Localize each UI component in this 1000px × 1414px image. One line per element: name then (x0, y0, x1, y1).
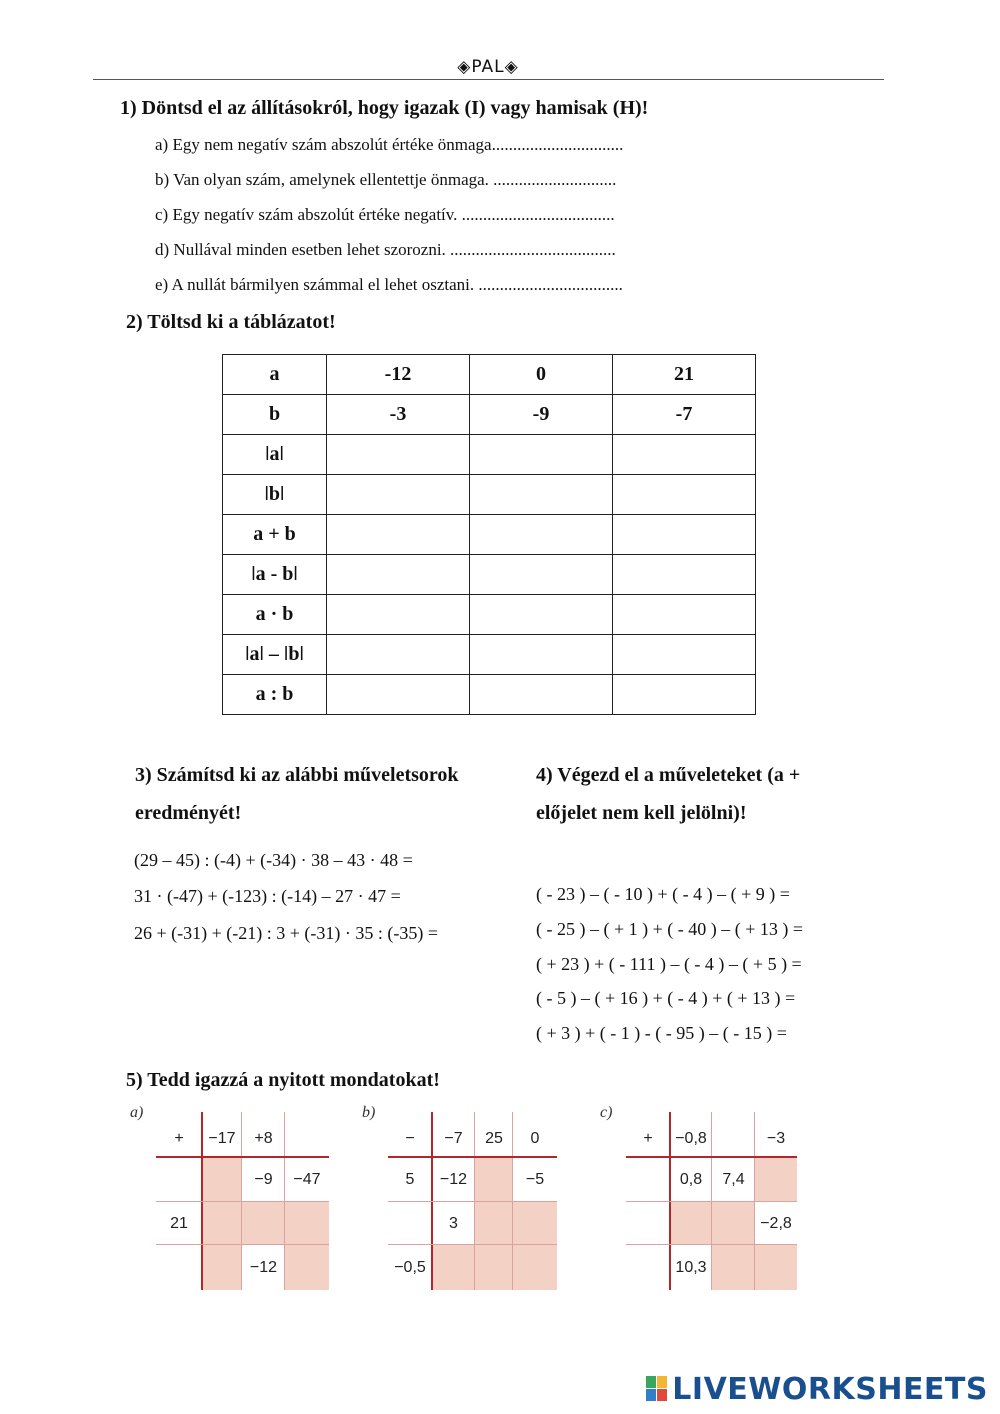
operation-grid (626, 1112, 797, 1290)
table-cell: 21 (613, 355, 756, 395)
task1-statement-e[interactable]: e) A nullát bármilyen számmal el lehet osztani. .................................. (155, 275, 623, 294)
task3-equation-1[interactable]: (29 – 45) : (-4) + (-34) · 38 – 43 · 48 = (134, 850, 413, 870)
grid-cell: 25 (475, 1120, 513, 1157)
task1-statement-d[interactable]: d) Nullával minden esetben lehet szorozni. ....................................... (155, 240, 616, 259)
table-cell[interactable] (327, 635, 470, 675)
grid-cell: −12 (242, 1245, 285, 1290)
grid-empty-cell[interactable] (242, 1202, 285, 1245)
grid-cell: 3 (432, 1202, 475, 1245)
grid-line (388, 1201, 557, 1202)
table-cell[interactable] (470, 675, 613, 715)
grid-cell: − (388, 1120, 432, 1157)
grid-empty-cell[interactable] (156, 1157, 202, 1202)
task5-title: 5) Tedd igazzá a nyitott mondatokat! (126, 1069, 440, 1091)
table-cell: -7 (613, 395, 756, 435)
grid-empty-cell[interactable] (626, 1245, 670, 1290)
table-row-header: b (223, 395, 327, 435)
liveworksheets-logo (646, 1372, 988, 1407)
task4-title-line2: előjelet nem kell jelölni)! (536, 802, 747, 824)
table-row-header: a + b (223, 515, 327, 555)
table-cell[interactable] (470, 475, 613, 515)
table-row-header: ǀbǀ (223, 475, 327, 515)
grid-empty-cell[interactable] (712, 1120, 755, 1157)
task4-equation-4[interactable]: ( - 5 ) – ( + 16 ) + ( - 4 ) + ( + 13 ) = (536, 988, 796, 1008)
grid-line (156, 1201, 329, 1202)
table-cell[interactable] (327, 515, 470, 555)
grid-empty-cell[interactable] (475, 1202, 513, 1245)
grid-cell: −12 (432, 1157, 475, 1202)
table-cell[interactable] (327, 475, 470, 515)
table-row (223, 555, 756, 595)
table-cell[interactable] (613, 595, 756, 635)
grid-cell: + (156, 1120, 202, 1157)
table-cell[interactable] (470, 435, 613, 475)
grid-cell: 21 (156, 1202, 202, 1245)
grid-cell: −5 (513, 1157, 557, 1202)
table-cell[interactable] (613, 635, 756, 675)
table-cell: 0 (470, 355, 613, 395)
task4-equation-1[interactable]: ( - 23 ) – ( - 10 ) + ( - 4 ) – ( + 9 ) = (536, 884, 790, 904)
table-cell[interactable] (470, 635, 613, 675)
grid-empty-cell[interactable] (755, 1157, 797, 1202)
table-cell[interactable] (327, 435, 470, 475)
table-row (223, 355, 756, 395)
grid-empty-cell[interactable] (285, 1202, 329, 1245)
table-row-header: ǀaǀ (223, 435, 327, 475)
grid-empty-cell[interactable] (626, 1157, 670, 1202)
task3-title-line2: eredményét! (135, 802, 242, 824)
table-cell[interactable] (327, 675, 470, 715)
grid-empty-cell[interactable] (432, 1245, 475, 1290)
table-row-header: ǀa - bǀ (223, 555, 327, 595)
grid-line (626, 1201, 797, 1202)
grid-cell: 0 (513, 1120, 557, 1157)
task2-table (222, 354, 756, 715)
task4-equation-5[interactable]: ( + 3 ) + ( - 1 ) - ( - 95 ) – ( - 15 ) = (536, 1023, 787, 1043)
grid-line (156, 1244, 329, 1245)
grid-cell: 10,3 (670, 1245, 712, 1290)
table-cell[interactable] (613, 515, 756, 555)
table-row (223, 595, 756, 635)
grid-empty-cell[interactable] (513, 1245, 557, 1290)
grid-empty-cell[interactable] (202, 1245, 242, 1290)
grid-empty-cell[interactable] (712, 1202, 755, 1245)
grid-empty-cell[interactable] (475, 1245, 513, 1290)
grid-empty-cell[interactable] (712, 1245, 755, 1290)
table-row-header: a · b (223, 595, 327, 635)
grid-cell: −3 (755, 1120, 797, 1157)
task4-equation-3[interactable]: ( + 23 ) + ( - 111 ) – ( - 4 ) – ( + 5 ) = (536, 954, 802, 974)
table-row (223, 395, 756, 435)
table-row (223, 435, 756, 475)
grid-empty-cell[interactable] (513, 1202, 557, 1245)
table-cell[interactable] (327, 555, 470, 595)
grid-label: b) (362, 1104, 376, 1121)
table-cell[interactable] (613, 475, 756, 515)
grid-cell: −9 (242, 1157, 285, 1202)
grid-line (626, 1244, 797, 1245)
grid-cell: 5 (388, 1157, 432, 1202)
table-cell: -9 (470, 395, 613, 435)
grid-empty-cell[interactable] (475, 1157, 513, 1202)
task4-equation-2[interactable]: ( - 25 ) – ( + 1 ) + ( - 40 ) – ( + 13 ) = (536, 919, 804, 939)
grid-label: c) (600, 1104, 613, 1121)
grid-empty-cell[interactable] (755, 1245, 797, 1290)
grid-empty-cell[interactable] (626, 1202, 670, 1245)
grid-cell: −7 (432, 1120, 475, 1157)
page-header-title: ◈PAL◈ (457, 57, 519, 77)
grid-empty-cell[interactable] (388, 1202, 432, 1245)
table-row-header: ǀaǀ – ǀbǀ (223, 635, 327, 675)
table-cell: -3 (327, 395, 470, 435)
grid-empty-cell[interactable] (285, 1245, 329, 1290)
table-row-header: a (223, 355, 327, 395)
logo-text: LIVEWORKSHEETS (672, 1372, 988, 1407)
operation-grid (156, 1112, 329, 1290)
grid-empty-cell[interactable] (156, 1245, 202, 1290)
grid-line (156, 1156, 329, 1158)
grid-cell: + (626, 1120, 670, 1157)
grid-cell: −0,5 (388, 1245, 432, 1290)
task3-equation-2[interactable]: 31 · (-47) + (-123) : (-14) – 27 · 47 = (134, 886, 401, 906)
grid-cell: −17 (202, 1120, 242, 1157)
table-row (223, 475, 756, 515)
table-row (223, 675, 756, 715)
task3-equation-3[interactable]: 26 + (-31) + (-21) : 3 + (-31) · 35 : (-35) = (134, 923, 439, 943)
grid-label: a) (130, 1104, 144, 1121)
grid-empty-cell[interactable] (202, 1202, 242, 1245)
grid-cell: −47 (285, 1157, 329, 1202)
grid-line (388, 1244, 557, 1245)
task2-title: 2) Töltsd ki a táblázatot! (126, 311, 336, 333)
table-cell[interactable] (613, 675, 756, 715)
task1-title: 1) Döntsd el az állításokról, hogy igazak (I) vagy hamisak (H)! (120, 97, 649, 119)
table-cell: -12 (327, 355, 470, 395)
table-row-header: a : b (223, 675, 327, 715)
table-cell[interactable] (613, 435, 756, 475)
logo-mark-icon (646, 1376, 668, 1402)
grid-line (388, 1156, 557, 1158)
grid-cell: 7,4 (712, 1157, 755, 1202)
grid-cell: −2,8 (755, 1202, 797, 1245)
grid-empty-cell[interactable] (202, 1157, 242, 1202)
task3-title-line1: 3) Számítsd ki az alábbi műveletsorok (135, 764, 459, 786)
task1-statement-b[interactable]: b) Van olyan szám, amelynek ellentettje önmaga. ............................. (155, 170, 617, 189)
table-cell[interactable] (470, 595, 613, 635)
operation-grid (388, 1112, 557, 1290)
table-cell[interactable] (470, 515, 613, 555)
grid-empty-cell[interactable] (285, 1120, 329, 1157)
table-cell[interactable] (470, 555, 613, 595)
task1-statement-c[interactable]: c) Egy negatív szám abszolút értéke negatív. .................................... (155, 205, 615, 224)
table-cell[interactable] (327, 595, 470, 635)
grid-cell: 0,8 (670, 1157, 712, 1202)
task1-statement-a[interactable]: a) Egy nem negatív szám abszolút értéke önmaga............................... (155, 135, 624, 154)
header-divider (93, 79, 884, 80)
task4-title-line1: 4) Végezd el a műveleteket (a + (536, 764, 801, 786)
grid-line (626, 1156, 797, 1158)
table-cell[interactable] (613, 555, 756, 595)
grid-cell: +8 (242, 1120, 285, 1157)
grid-cell: −0,8 (670, 1120, 712, 1157)
table-row (223, 515, 756, 555)
grid-empty-cell[interactable] (670, 1202, 712, 1245)
table-row (223, 635, 756, 675)
